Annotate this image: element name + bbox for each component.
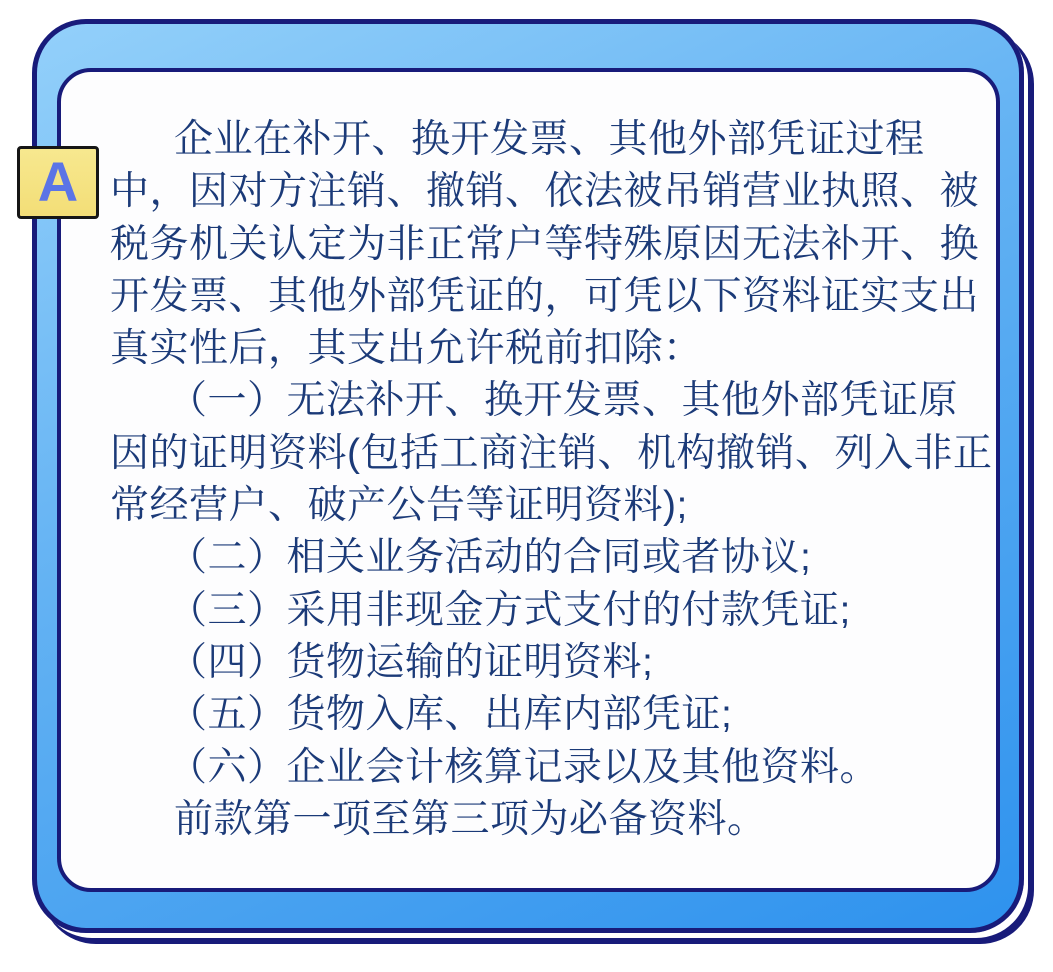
text-line: 开发票、其他外部凭证的，可凭以下资料证实支出: [110, 274, 980, 318]
text-line: 税务机关认定为非正常户等特殊原因无法补开、换: [110, 222, 980, 266]
regulation-text-block: [110, 114, 993, 846]
text-line: 中，因对方注销、撤销、依法被吊销营业执照、被: [110, 170, 980, 214]
text-line-item-6: （六）企业会计核算记录以及其他资料。: [168, 745, 880, 789]
text-line-item-2: （二）相关业务活动的合同或者协议;: [168, 536, 812, 580]
text-line-item-1: （一）无法补开、换开发票、其他外部凭证原: [168, 379, 959, 423]
marker-badge-a: [17, 146, 99, 219]
text-line: 企业在补开、换开发票、其他外部凭证过程: [174, 118, 925, 161]
text-line: 真实性后，其支出允许税前扣除：: [110, 327, 703, 371]
text-line: 常经营户、破产公告等证明资料);: [110, 484, 688, 528]
badge-letter: A: [37, 149, 79, 213]
text-line: 因的证明资料(包括工商注销、机构撤销、列入非正: [110, 431, 993, 475]
text-line-item-5: （五）货物入库、出库内部凭证;: [168, 693, 733, 737]
info-card-frame: [32, 19, 1024, 933]
text-line-closing: 前款第一项至第三项为必备资料。: [174, 797, 767, 841]
text-line-item-3: （三）采用非现金方式支付的付款凭证;: [168, 588, 851, 632]
text-panel: [57, 68, 1000, 892]
text-line-item-4: （四）货物运输的证明资料;: [168, 640, 654, 684]
